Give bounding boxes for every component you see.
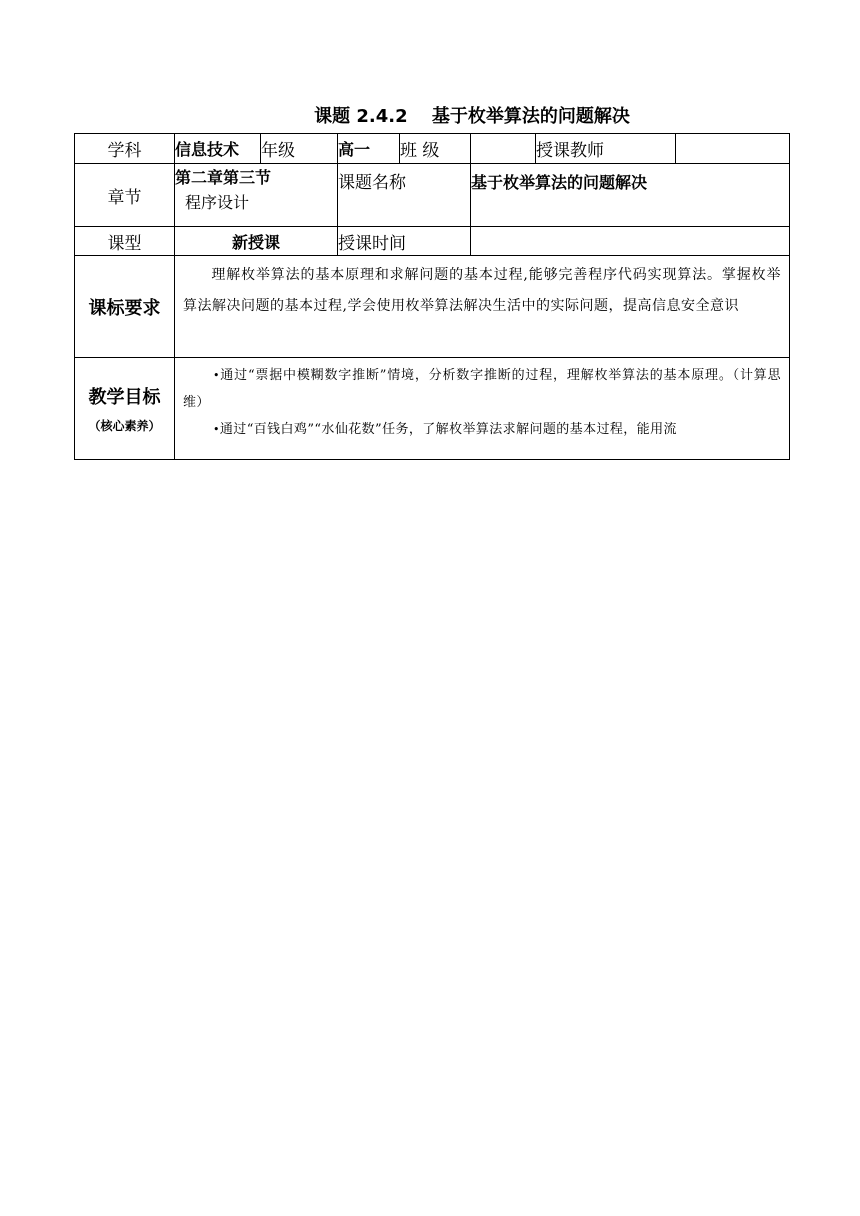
- table-row: [75, 227, 790, 256]
- grade-label: 年级: [261, 134, 338, 164]
- goal-cell: [175, 358, 790, 460]
- type-value: 新授课: [175, 227, 338, 256]
- goal-item: [183, 416, 781, 443]
- goal-label-cell: [75, 358, 175, 460]
- standard-label: 课标要求: [75, 256, 175, 358]
- table-row: [75, 358, 790, 460]
- class-label: 班 级: [400, 134, 471, 164]
- time-value: [471, 227, 790, 256]
- standard-cell: [175, 256, 790, 358]
- bullet-icon: •: [213, 423, 220, 436]
- type-label: 课型: [75, 227, 175, 256]
- topic-label: 课题名称: [338, 164, 471, 227]
- teacher-label: 授课教师: [536, 134, 676, 164]
- goal-item: [183, 362, 781, 416]
- table-row: [75, 134, 790, 164]
- subject-value: 信息技术: [175, 134, 261, 164]
- chapter-label: 章节: [75, 164, 175, 227]
- standard-paragraph: [175, 256, 789, 322]
- topic-value: 基于枚举算法的问题解决: [471, 164, 790, 227]
- table-row: [75, 256, 790, 358]
- time-label: 授课时间: [338, 227, 471, 256]
- standard-text: 理解枚举算法的基本原理和求解问题的基本过程,能够完善程序代码实现算法。掌握枚举算法解决问题的基本过程,学会使用枚举算法解决生活中的实际问题，提高信息安全意识: [183, 267, 781, 314]
- goal-paragraph: [175, 358, 789, 443]
- table-row: [75, 164, 790, 227]
- chapter-value-line1: 第二章第三节: [175, 168, 272, 187]
- teacher-value: [676, 134, 790, 164]
- goal-item-text: 通过“百钱白鸡”“水仙花数”任务，了解枚举算法求解问题的基本过程，能用流: [219, 422, 677, 437]
- page-title: 课题 2.4.2 基于枚举算法的问题解决: [314, 106, 630, 127]
- goal-sublabel: （核心素养）: [88, 419, 161, 433]
- chapter-value: [175, 164, 338, 227]
- bullet-icon: •: [213, 369, 220, 382]
- goal-item-text: 通过“票据中模糊数字推断”情境，分析数字推断的过程，理解枚举算法的基本原理。（计算思维）: [183, 368, 781, 410]
- chapter-value-line2: 程序设计: [185, 193, 250, 212]
- lesson-plan-table: [74, 133, 790, 460]
- class-value: [471, 134, 536, 164]
- grade-value: 高一: [338, 134, 400, 164]
- subject-label: 学科: [75, 134, 175, 164]
- goal-label: 教学目标: [88, 387, 161, 408]
